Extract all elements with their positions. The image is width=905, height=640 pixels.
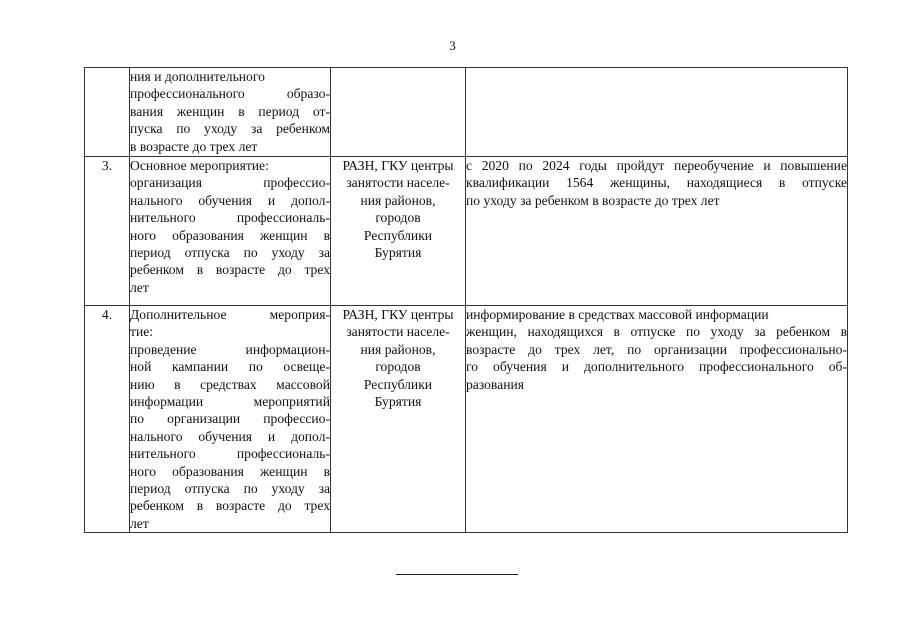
event-line: организация профессио- [130,175,330,191]
event-cell [130,306,331,533]
event-line: Основное мероприятие: [130,158,269,173]
table-row [85,306,848,533]
measures-table [84,67,848,533]
row-number: 3. [101,158,113,173]
result-line: го обучения и дополнительного профессионального об- [466,359,847,375]
executor-cell [331,157,466,306]
executor-line: РАЗН, ГКУ центры [342,158,454,173]
row-number: 4. [101,307,113,322]
event-line: информации мероприятий [130,394,330,410]
result-line: возрасте до трех лет, по организации профессионально- [466,341,847,357]
row-number-cell [85,68,130,157]
executor-line: городов [375,359,421,375]
executor-line: Республики [363,376,433,392]
event-line: проведение информацион- [130,341,330,357]
table-row [85,68,848,157]
page-number: 3 [449,38,456,53]
event-line: профессионального образо- [130,86,330,102]
event-line: ного образования женщин в [130,227,330,243]
event-line: лет [130,515,149,531]
executor-line: городов [375,210,421,226]
event-line: ной кампании по освеще- [130,359,330,375]
table-row [85,157,848,306]
result-line: женщин, находящихся в отпуске по уходу за ребенком в [466,324,847,340]
event-line: нительного профессиональ- [130,210,330,226]
event-line: ного образования женщин в [130,463,330,479]
executor-line: Бурятия [374,394,422,410]
executor-line: занятости населе- [346,175,450,191]
event-line: ния и дополнительного [130,69,265,84]
result-line: квалификации 1564 женщины, находящиеся в отпуске [466,175,847,191]
executor-line: ния районов, [360,341,436,357]
result-line: с 2020 по 2024 годы пройдут переобучение и повышение [466,158,847,173]
event-line: вания женщин в период от- [130,103,330,119]
event-line: лет [130,279,149,295]
executor-cell [331,306,466,533]
event-line: нию в средствах массовой [130,376,330,392]
result-cell [466,306,848,533]
event-line: в возрасте до трех лет [130,138,258,154]
result-line: информирование в средствах массовой информации [466,307,769,322]
event-line: период отпуска по уходу за [130,245,330,261]
executor-cell [331,68,466,157]
row-number-cell [85,306,130,533]
executor-line: ния районов, [360,192,436,208]
event-line: ребенком в возрасте до трех [130,262,330,278]
event-line: нального обучения и допол- [130,428,330,444]
event-line: нального обучения и допол- [130,192,330,208]
event-line: нительного профессиональ- [130,446,330,462]
event-line: тие: [130,324,154,340]
event-line: ребенком в возрасте до трех [130,498,330,514]
executor-line: Бурятия [374,245,422,261]
result-cell [466,157,848,306]
event-cell [130,68,331,157]
event-cell [130,157,331,306]
result-line: по уходу за ребенком в возрасте до трех лет [466,192,720,208]
event-line: период отпуска по уходу за [130,481,330,497]
result-cell [466,68,848,157]
row-number-cell [85,157,130,306]
executor-line: Республики [363,227,433,243]
result-line: разования [466,376,524,392]
executor-line: РАЗН, ГКУ центры [342,307,454,322]
end-of-document-rule [396,574,518,575]
event-line: Дополнительное мероприя- [130,307,330,322]
event-line: по организации профессио- [130,411,330,427]
executor-line: занятости населе- [346,324,450,340]
event-line: пуска по уходу за ребенком [130,121,330,137]
